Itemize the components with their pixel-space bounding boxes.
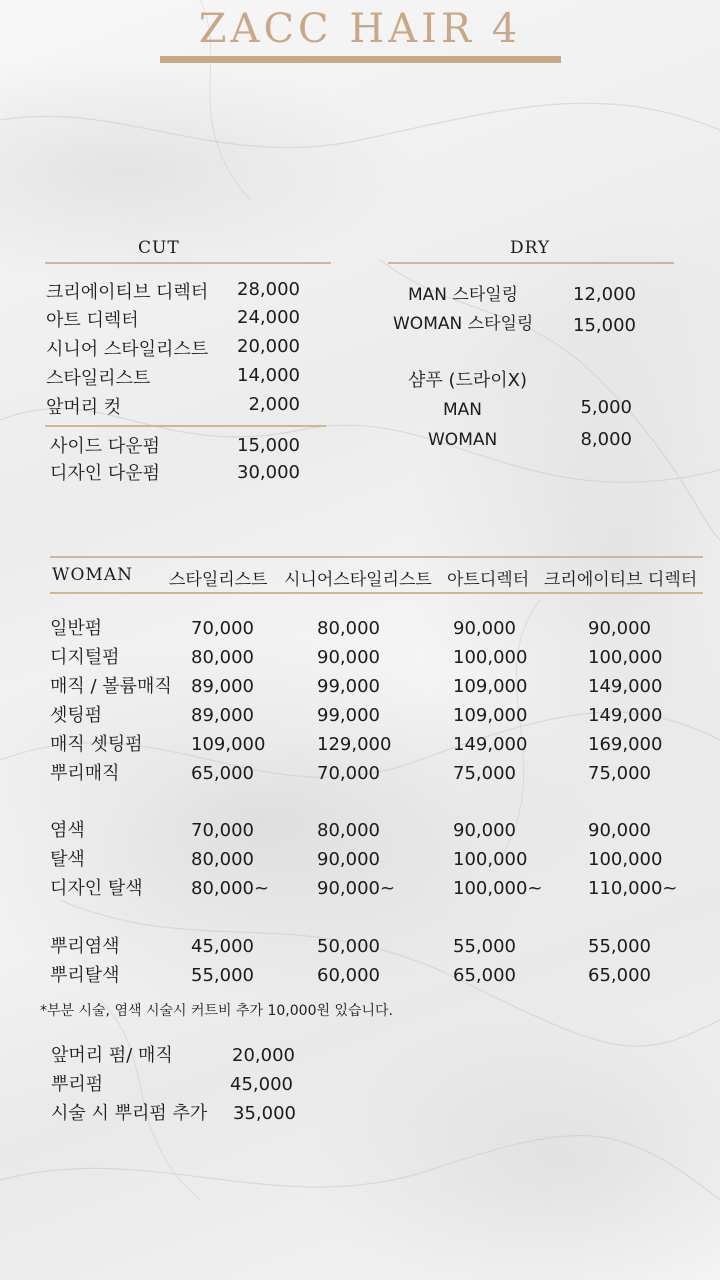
woman-service-price: 100,000 xyxy=(588,849,663,870)
down-perm-name: 사이드 다운펌 xyxy=(50,436,161,457)
woman-service-price: 55,000 xyxy=(191,965,254,986)
dry-heading: DRY xyxy=(510,238,551,258)
woman-service-price: 65,000 xyxy=(191,763,254,784)
woman-service-price: 149,000 xyxy=(453,734,528,755)
cut-item-name: 스타일리스트 xyxy=(46,368,151,389)
woman-service-price: 90,000 xyxy=(588,820,651,841)
woman-service-price: 99,000 xyxy=(317,676,380,697)
cut-item-name: 앞머리 컷 xyxy=(46,397,122,418)
woman-service-price: 89,000 xyxy=(191,676,254,697)
woman-service-name: 뿌리탈색 xyxy=(50,965,120,986)
cut-item-price: 2,000 xyxy=(248,394,300,415)
woman-service-price: 99,000 xyxy=(317,705,380,726)
woman-service-price: 129,000 xyxy=(317,734,392,755)
woman-service-price: 45,000 xyxy=(191,936,254,957)
cut-heading: CUT xyxy=(138,238,180,258)
woman-service-name: 셋팅펌 xyxy=(50,705,103,726)
woman-service-price: 65,000 xyxy=(453,965,516,986)
woman-service-price: 149,000 xyxy=(588,676,663,697)
extra-item-price: 35,000 xyxy=(233,1103,296,1124)
woman-service-price: 149,000 xyxy=(588,705,663,726)
woman-rule-bottom xyxy=(50,592,703,594)
extra-item-name: 앞머리 펌/ 매직 xyxy=(51,1045,173,1066)
cut-rule xyxy=(45,262,331,264)
down-perm-price: 15,000 xyxy=(237,435,300,456)
shampoo-item-price: 5,000 xyxy=(580,397,632,418)
woman-service-price: 110,000~ xyxy=(588,878,678,899)
woman-service-price: 80,000 xyxy=(317,820,380,841)
woman-service-name: 디지털펌 xyxy=(50,647,120,668)
woman-service-price: 100,000 xyxy=(588,647,663,668)
woman-service-price: 100,000 xyxy=(453,849,528,870)
dry-item-name: WOMAN 스타일링 xyxy=(393,314,534,334)
extra-item-price: 45,000 xyxy=(230,1074,293,1095)
surcharge-note: *부분 시술, 염색 시술시 커트비 추가 10,000원 있습니다. xyxy=(40,1003,393,1019)
cut-item-price: 28,000 xyxy=(237,279,300,300)
down-perm-price: 30,000 xyxy=(237,462,300,483)
cut-item-name: 시니어 스타일리스트 xyxy=(46,339,209,360)
woman-heading: WOMAN xyxy=(52,565,133,585)
cut-item-price: 14,000 xyxy=(237,365,300,386)
extra-item-price: 20,000 xyxy=(232,1045,295,1066)
shampoo-item-name: WOMAN xyxy=(428,430,498,450)
dry-rule xyxy=(388,262,674,264)
woman-service-price: 90,000 xyxy=(588,618,651,639)
woman-service-name: 매직 / 볼륨매직 xyxy=(50,676,172,697)
cut-item-name: 아트 디렉터 xyxy=(46,310,139,331)
woman-service-price: 90,000 xyxy=(453,820,516,841)
woman-service-name: 염색 xyxy=(50,820,85,841)
woman-service-price: 90,000~ xyxy=(317,878,396,899)
cut-divider xyxy=(45,425,326,427)
col-head-senior: 시니어스타일리스트 xyxy=(284,570,432,590)
shampoo-label: 샴푸 (드라이X) xyxy=(408,370,528,391)
woman-service-price: 55,000 xyxy=(588,936,651,957)
cut-item-price: 24,000 xyxy=(237,307,300,328)
woman-service-price: 75,000 xyxy=(588,763,651,784)
col-head-stylist: 스타일리스트 xyxy=(169,570,268,590)
title-underline xyxy=(160,56,561,63)
woman-service-name: 탈색 xyxy=(50,849,85,870)
cut-item-name: 크리에이티브 디렉터 xyxy=(46,282,209,303)
extra-item-name: 뿌리펌 xyxy=(51,1074,104,1095)
woman-service-price: 70,000 xyxy=(317,763,380,784)
woman-service-price: 70,000 xyxy=(191,618,254,639)
woman-rule-top xyxy=(50,556,703,558)
page-title: ZACC HAIR 4 xyxy=(198,6,522,52)
dry-item-name: MAN 스타일링 xyxy=(408,285,519,305)
woman-service-price: 100,000 xyxy=(453,647,528,668)
woman-service-name: 뿌리매직 xyxy=(50,763,120,784)
woman-service-price: 75,000 xyxy=(453,763,516,784)
woman-service-price: 50,000 xyxy=(317,936,380,957)
dry-item-price: 12,000 xyxy=(573,284,636,305)
woman-service-name: 뿌리염색 xyxy=(50,936,120,957)
woman-service-name: 디자인 탈색 xyxy=(50,878,143,899)
woman-service-name: 매직 셋팅펌 xyxy=(50,734,143,755)
woman-service-price: 90,000 xyxy=(317,647,380,668)
shampoo-item-price: 8,000 xyxy=(580,429,632,450)
woman-service-price: 80,000 xyxy=(191,849,254,870)
col-head-creative: 크리에이티브 디렉터 xyxy=(544,570,698,590)
woman-service-name: 일반펌 xyxy=(50,618,103,639)
woman-service-price: 100,000~ xyxy=(453,878,543,899)
woman-service-price: 80,000~ xyxy=(191,878,270,899)
woman-service-price: 90,000 xyxy=(317,849,380,870)
down-perm-name: 디자인 다운펌 xyxy=(50,463,161,484)
woman-service-price: 55,000 xyxy=(453,936,516,957)
woman-service-price: 90,000 xyxy=(453,618,516,639)
woman-service-price: 109,000 xyxy=(453,705,528,726)
woman-service-price: 80,000 xyxy=(191,647,254,668)
cut-item-price: 20,000 xyxy=(237,336,300,357)
woman-service-price: 70,000 xyxy=(191,820,254,841)
woman-service-price: 60,000 xyxy=(317,965,380,986)
shampoo-item-name: MAN xyxy=(443,400,483,420)
woman-service-price: 65,000 xyxy=(588,965,651,986)
woman-service-price: 169,000 xyxy=(588,734,663,755)
woman-service-price: 109,000 xyxy=(191,734,266,755)
extra-item-name: 시술 시 뿌리펌 추가 xyxy=(51,1103,208,1124)
col-head-art: 아트디렉터 xyxy=(447,570,530,590)
woman-service-price: 80,000 xyxy=(317,618,380,639)
dry-item-price: 15,000 xyxy=(573,315,636,336)
woman-service-price: 109,000 xyxy=(453,676,528,697)
woman-service-price: 89,000 xyxy=(191,705,254,726)
